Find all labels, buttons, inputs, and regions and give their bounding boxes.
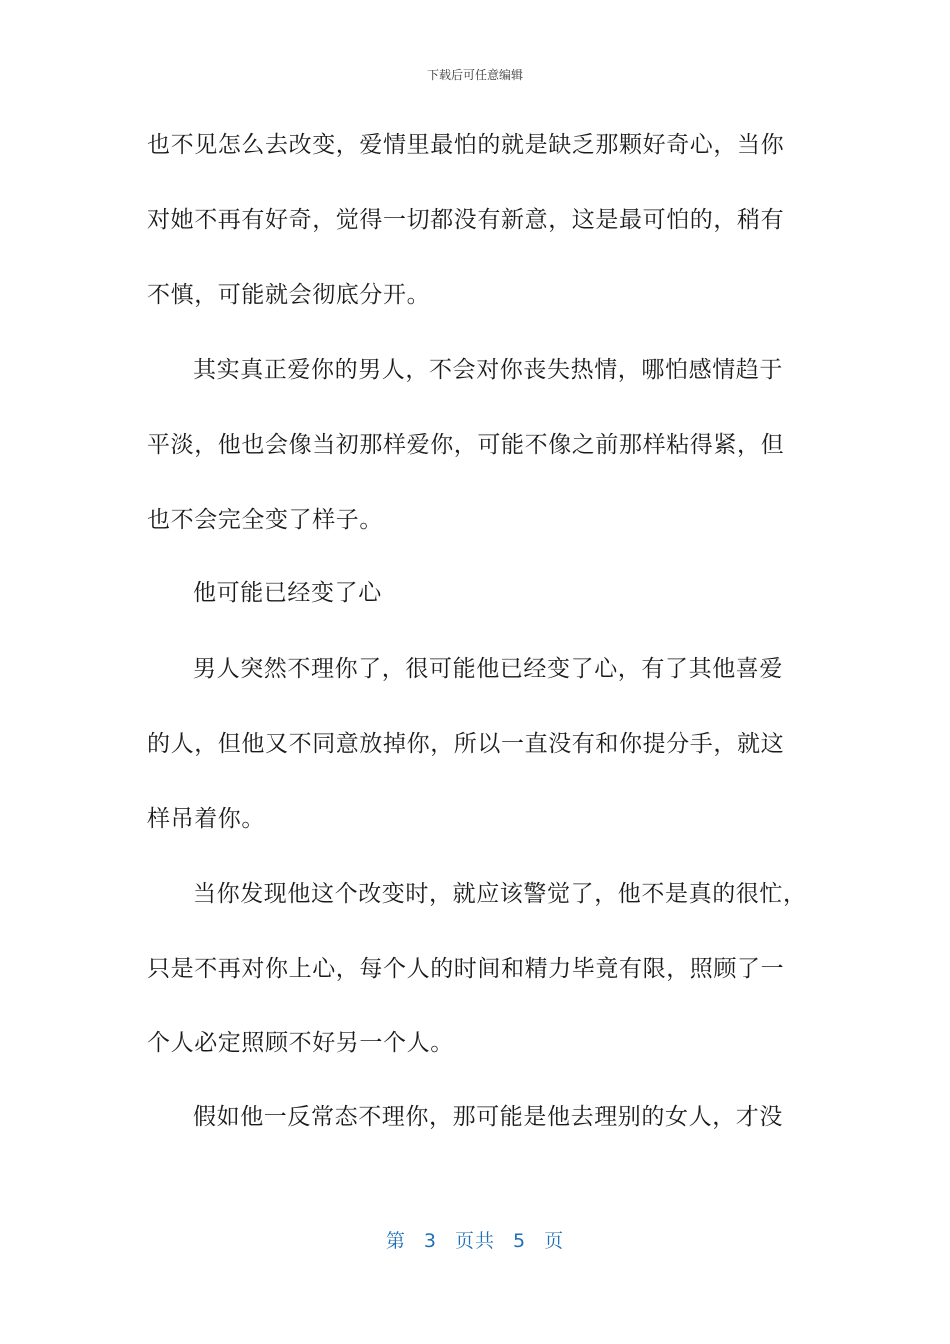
body-line: 也不会完全变了样子。 — [147, 507, 383, 533]
page-number-footer — [0, 1226, 950, 1253]
footer-middle: 页共 — [454, 1230, 495, 1252]
body-line: 样吊着你。 — [147, 806, 265, 832]
body-line: 当你发现他这个改变时，就应该警觉了，他不是真的很忙， — [193, 881, 807, 907]
section-heading: 他可能已经变了心 — [193, 580, 382, 606]
body-line: 个人必定照顾不好另一个人。 — [147, 1030, 454, 1056]
body-line: 男人突然不理你了，很可能他已经变了心，有了其他喜爱 — [193, 656, 783, 682]
footer-prefix: 第 — [385, 1230, 406, 1252]
body-line: 的人，但他又不同意放掉你，所以一直没有和你提分手，就这 — [147, 731, 785, 757]
total-page-number: 5 — [513, 1230, 527, 1252]
footer-suffix: 页 — [544, 1230, 565, 1252]
body-line: 平淡，他也会像当初那样爱你，可能不像之前那样粘得紧，但 — [147, 432, 785, 458]
body-line: 对她不再有好奇，觉得一切都没有新意，这是最可怕的，稍有 — [147, 207, 785, 233]
body-line: 不慎，可能就会彻底分开。 — [147, 282, 431, 308]
page-header-note: 下载后可任意编辑 — [426, 68, 523, 82]
body-line: 其实真正爱你的男人，不会对你丧失热情，哪怕感情趋于 — [193, 357, 783, 383]
body-line: 也不见怎么去改变，爱情里最怕的就是缺乏那颗好奇心，当你 — [147, 132, 785, 158]
body-line: 假如他一反常态不理你，那可能是他去理别的女人，才没 — [193, 1104, 783, 1130]
current-page-number: 3 — [423, 1230, 437, 1252]
body-line: 只是不再对你上心，每个人的时间和精力毕竟有限，照顾了一 — [147, 956, 785, 982]
